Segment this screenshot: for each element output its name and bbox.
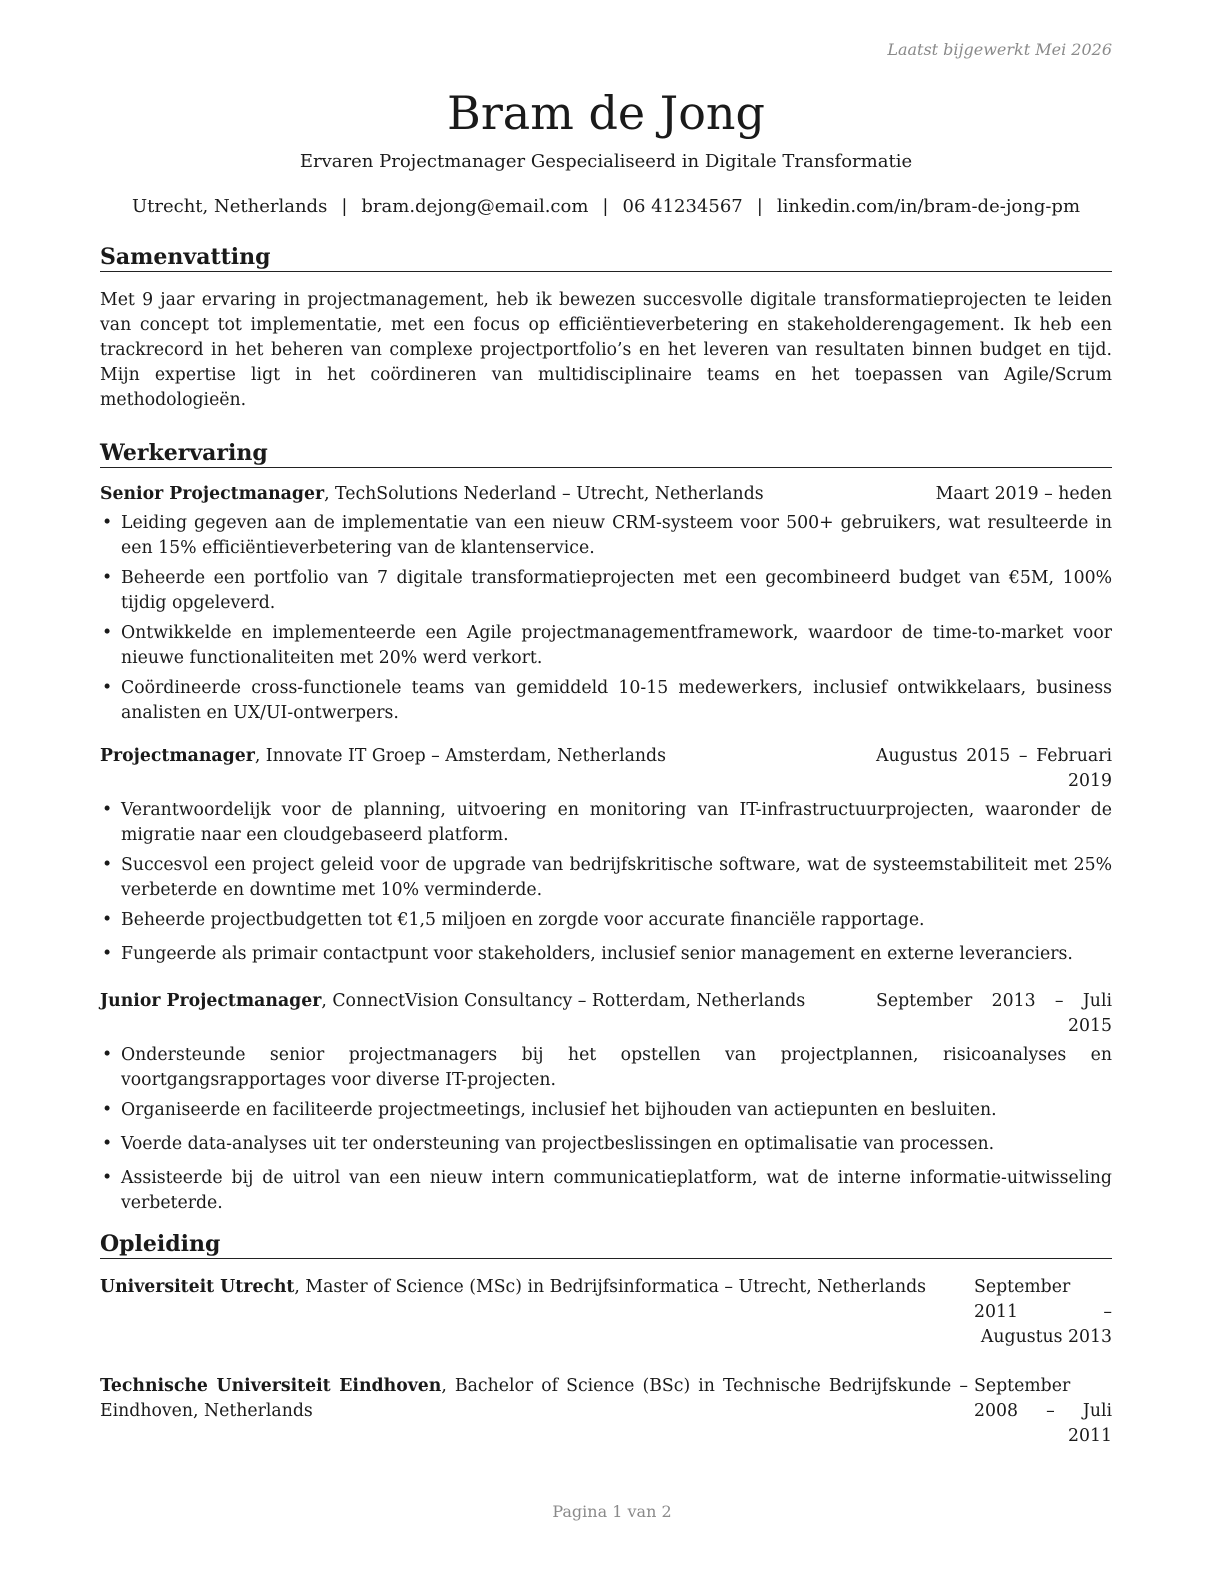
job-bullet: • Voerde data-analyses uit ter ondersteuning van projectbeslissingen en optimalisatie van processen. bbox=[100, 1132, 1112, 1157]
contact-phone: 06 41234567 bbox=[622, 195, 743, 217]
job-role: Projectmanager bbox=[100, 746, 255, 767]
job-header bbox=[100, 989, 1112, 1039]
section-title-education: Opleiding bbox=[100, 1232, 1112, 1259]
job-bullet: • Ondersteunde senior projectmanagers bij het opstellen van projectplannen, risicoanalyses en voortgangsrapportages voor diverse IT-projecten. bbox=[100, 1043, 1112, 1093]
contact-linkedin[interactable]: linkedin.com/in/bram-de-jong-pm bbox=[776, 195, 1081, 217]
job-bullets bbox=[100, 511, 1112, 726]
job-bullet: • Fungeerde als primair contactpunt voor stakeholders, inclusief senior management en externe leveranciers. bbox=[100, 942, 1112, 967]
education-details: , Bachelor of Science (BSc) in Technische Bedrijfskunde – Eindhoven, Netherlands bbox=[100, 1376, 968, 1422]
resume-page bbox=[100, 40, 1112, 1449]
contact-separator: | bbox=[341, 195, 348, 217]
summary-text: Met 9 jaar ervaring in projectmanagement, heb ik bewezen succesvolle digitale transformatieprojecten te leiden van concept tot implementatie, met een focus op efficiëntieverbetering en stakeholderengagement. Ik heb een trackrecord in het beheren van complexe projectportfolio’s en het leveren van resultaten binnen budget en tijd. Mijn expertise ligt in het coördineren van multidisciplinaire teams en het toepassen van Agile/Scrum methodologieën. bbox=[100, 289, 1112, 410]
job-role: Senior Projectmanager bbox=[100, 484, 325, 505]
job-entry bbox=[100, 744, 1112, 967]
education-dates: September 2008 – Juli 2011 bbox=[974, 1376, 1112, 1447]
education-school: Technische Universiteit Eindhoven bbox=[100, 1376, 442, 1397]
education-school: Universiteit Utrecht bbox=[100, 1277, 295, 1298]
job-entry bbox=[100, 989, 1112, 1216]
job-dates: September 2013 – Juli 2015 bbox=[876, 991, 1112, 1037]
job-bullet: • Beheerde een portfolio van 7 digitale transformatieprojecten met een gecombineerd budget van €5M, 100% tijdig opgeleverd. bbox=[100, 566, 1112, 616]
section-title-summary: Samenvatting bbox=[100, 245, 1112, 272]
job-bullets bbox=[100, 798, 1112, 967]
job-bullet: • Organiseerde en faciliteerde projectmeetings, inclusief het bijhouden van actiepunten en besluiten. bbox=[100, 1098, 1112, 1123]
last-updated: Laatst bijgewerkt Mei 2026 bbox=[887, 40, 1112, 59]
job-entry bbox=[100, 482, 1112, 726]
job-company: , ConnectVision Consultancy – Rotterdam, Netherlands bbox=[321, 991, 806, 1012]
job-bullet: • Leiding gegeven aan de implementatie van een nieuw CRM-systeem voor 500+ gebruikers, wat resulteerde in een 15% efficiëntieverbetering van de klantenservice. bbox=[100, 511, 1112, 561]
job-dates: Maart 2019 – heden bbox=[935, 484, 1112, 505]
page-number: Pagina 1 van 2 bbox=[552, 1502, 672, 1521]
job-bullet: • Succesvol een project geleid voor de upgrade van bedrijfskritische software, wat de systeemstabiliteit met 25% verbeterde en downtime met 10% verminderde. bbox=[100, 853, 1112, 903]
job-company: , TechSolutions Nederland – Utrecht, Netherlands bbox=[324, 484, 764, 505]
job-role: Junior Projectmanager bbox=[100, 991, 322, 1012]
education-dates: September 2011 – Augustus 2013 bbox=[974, 1277, 1112, 1348]
job-bullet: • Assisteerde bij de uitrol van een nieuw intern communicatieplatform, wat de interne informatie-uitwisseling verbeterde. bbox=[100, 1166, 1112, 1216]
job-bullet: • Verantwoordelijk voor de planning, uitvoering en monitoring van IT-infrastructuurprojecten, waaronder de migratie naar een cloudgebaseerd platform. bbox=[100, 798, 1112, 848]
job-header bbox=[100, 482, 1112, 507]
job-dates: Augustus 2015 – Februari 2019 bbox=[876, 746, 1112, 792]
job-bullets bbox=[100, 1043, 1112, 1216]
education-entry bbox=[100, 1275, 1112, 1350]
contact-location: Utrecht, Netherlands bbox=[131, 195, 328, 217]
job-bullet: • Ontwikkelde en implementeerde een Agile projectmanagementframework, waardoor de time-to-market voor nieuwe functionaliteiten met 20% werd verkort. bbox=[100, 621, 1112, 671]
job-bullet: • Beheerde projectbudgetten tot €1,5 miljoen en zorgde voor accurate financiële rapportage. bbox=[100, 908, 1112, 933]
job-bullet: • Coördineerde cross-functionele teams van gemiddeld 10-15 medewerkers, inclusief ontwikkelaars, business analisten en UX/UI-ontwerpers. bbox=[100, 676, 1112, 726]
job-company: , Innovate IT Groep – Amsterdam, Netherlands bbox=[254, 746, 666, 767]
job-header bbox=[100, 744, 1112, 794]
contact-separator: | bbox=[602, 195, 609, 217]
education-details: , Master of Science (MSc) in Bedrijfsinformatica – Utrecht, Netherlands bbox=[294, 1277, 927, 1298]
contact-separator: | bbox=[756, 195, 763, 217]
section-title-experience: Werkervaring bbox=[100, 441, 1112, 468]
education-entry bbox=[100, 1374, 1112, 1449]
candidate-name: Bram de Jong bbox=[447, 86, 765, 140]
candidate-subtitle: Ervaren Projectmanager Gespecialiseerd in Digitale Transformatie bbox=[299, 150, 913, 172]
contact-email[interactable]: bram.dejong@email.com bbox=[361, 195, 589, 217]
contact-line bbox=[100, 196, 1112, 217]
